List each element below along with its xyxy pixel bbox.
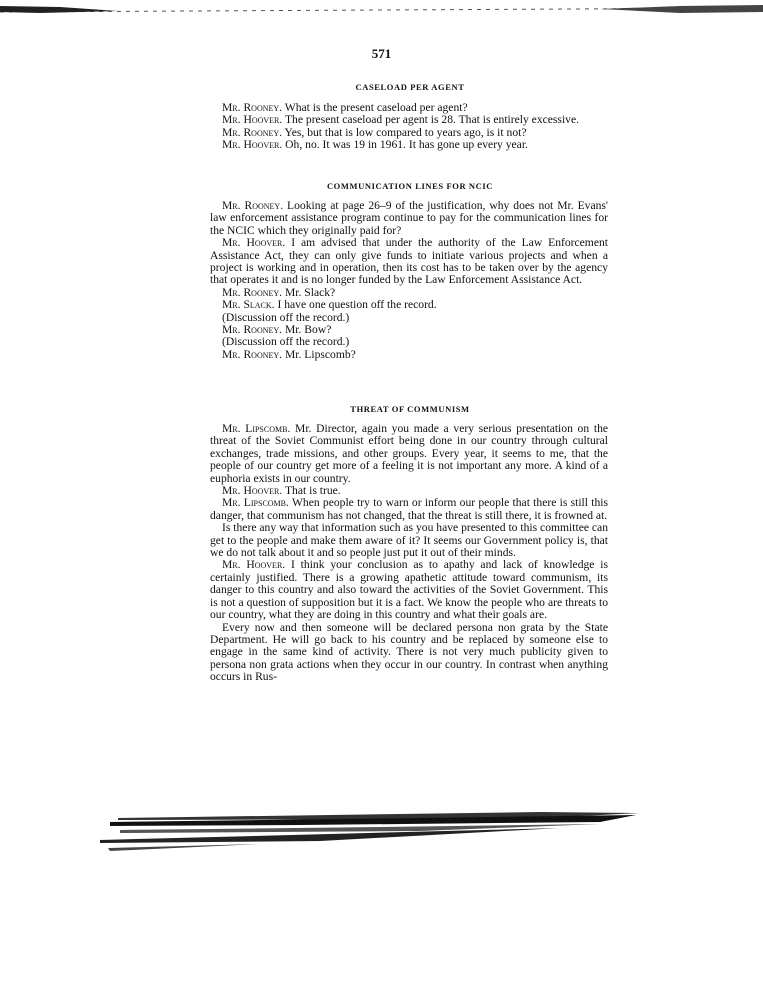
paragraph-text: Mr. Slack?: [282, 285, 336, 299]
section-body-ncic: [210, 200, 608, 361]
paragraph-text: When people try to warn or inform our people that there is still this danger, that communism has not changed, that the threat is still there, it is frowned at.: [210, 496, 609, 522]
paragraph-text: I think your conclusion as to apathy and lack of knowledge is certainly justified. There is a growing apathetic attitude toward communism, its danger to this country and also toward the activities of the Soviet Government. This is not a question of supposition but it is a fact. We know the people who are threats to our country, what they are doing in this country and what their goals are.: [210, 558, 608, 622]
speaker-label: Mr. Rooney.: [222, 323, 283, 337]
speaker-label: Mr. Rooney.: [222, 125, 283, 139]
paragraph: [210, 237, 608, 287]
section-body-communism: [210, 423, 608, 684]
paragraph: [210, 200, 608, 237]
section-heading-ncic: COMMUNICATION LINES FOR NCIC: [326, 181, 494, 191]
paragraph: [210, 559, 608, 621]
paragraph-text: Is there any way that information such as you have presented to this committee can get to the people and make them aware of it? It seems our Government policy is, that we do not talk about it and so people just put it out of their minds.: [210, 521, 608, 560]
paragraph-text: I have one question off the record.: [274, 298, 437, 312]
bottom-binding-smudge: [100, 812, 640, 851]
paragraph-text: What is the present caseload per agent?: [282, 101, 468, 114]
speaker-label: Mr. Hoover.: [222, 236, 286, 250]
paragraph-text: Mr. Lipscomb?: [282, 347, 356, 361]
section-heading-caseload: CASELOAD PER AGENT: [355, 82, 465, 92]
paragraph-text: (Discussion off the record.): [222, 310, 350, 324]
paragraph-text: Mr. Bow?: [282, 323, 332, 337]
speaker-label: Mr. Rooney.: [222, 101, 283, 114]
paragraph-text: Looking at page 26–9 of the justification, why does not Mr. Evans' law enforcement assistance program continue to pay for the communication lines for the NCIC which they originally paid for?: [210, 199, 608, 237]
speaker-label: Mr. Lipscomb.: [222, 422, 291, 435]
speaker-label: Mr. Rooney.: [222, 199, 284, 212]
paragraph-text: Oh, no. It was 19 in 1961. It has gone up every year.: [282, 138, 528, 152]
paragraph-text: I am advised that under the authority of the Law Enforcement Assistance Act, they can only give funds to initiate various projects and when a project is working and in operation, then its cost has to be taken over by the agency that operates it and is no longer funded by the Law Enforcement Assistance Act.: [210, 236, 608, 287]
speaker-label: Mr. Hoover.: [222, 558, 286, 572]
paragraph-text: That is true.: [282, 484, 341, 498]
paragraph: [210, 139, 608, 151]
section-heading-communism: THREAT OF COMMUNISM: [350, 404, 470, 414]
speaker-label: Mr. Hoover.: [222, 113, 283, 127]
paragraph-text: Every now and then someone will be declared persona non grata by the State Department. He will go back to his country and be replaced by someone else to engage in the same kind of activity. There is not very much publicity given to persona non grata actions when they occur in our country. In contrast when anything occurs in Rus-: [210, 620, 608, 684]
paragraph: [210, 522, 608, 559]
speaker-label: Mr. Hoover.: [222, 138, 283, 152]
top-right-edge-mark: [600, 5, 763, 13]
speaker-label: Mr. Rooney.: [222, 285, 283, 299]
paragraph: [210, 423, 608, 485]
speaker-label: Mr. Rooney.: [222, 347, 283, 361]
paragraph: [210, 622, 608, 684]
page-number: 571: [371, 46, 392, 61]
paragraph-text: Mr. Director, again you made a very serious presentation on the threat of the Soviet Communist effort being done in our country through cultural exchanges, trade missions, and other groups. Every year, it seems to me, that the people of our country get more of a feeling it is not important any more. A kind of a euphoria exists in our country.: [210, 422, 609, 485]
paragraph: [210, 349, 608, 361]
paragraph-text: (Discussion off the record.): [222, 335, 350, 349]
paragraph: [210, 497, 608, 522]
paragraph-text: The present caseload per agent is 28. That is entirely excessive.: [282, 113, 580, 127]
section-body-caseload: [210, 102, 608, 152]
speaker-label: Mr. Lipscomb.: [222, 496, 289, 510]
speaker-label: Mr. Hoover.: [222, 484, 283, 498]
speaker-label: Mr. Slack.: [222, 298, 275, 312]
paragraph-text: Yes, but that is low compared to years ago, is it not?: [282, 125, 527, 139]
